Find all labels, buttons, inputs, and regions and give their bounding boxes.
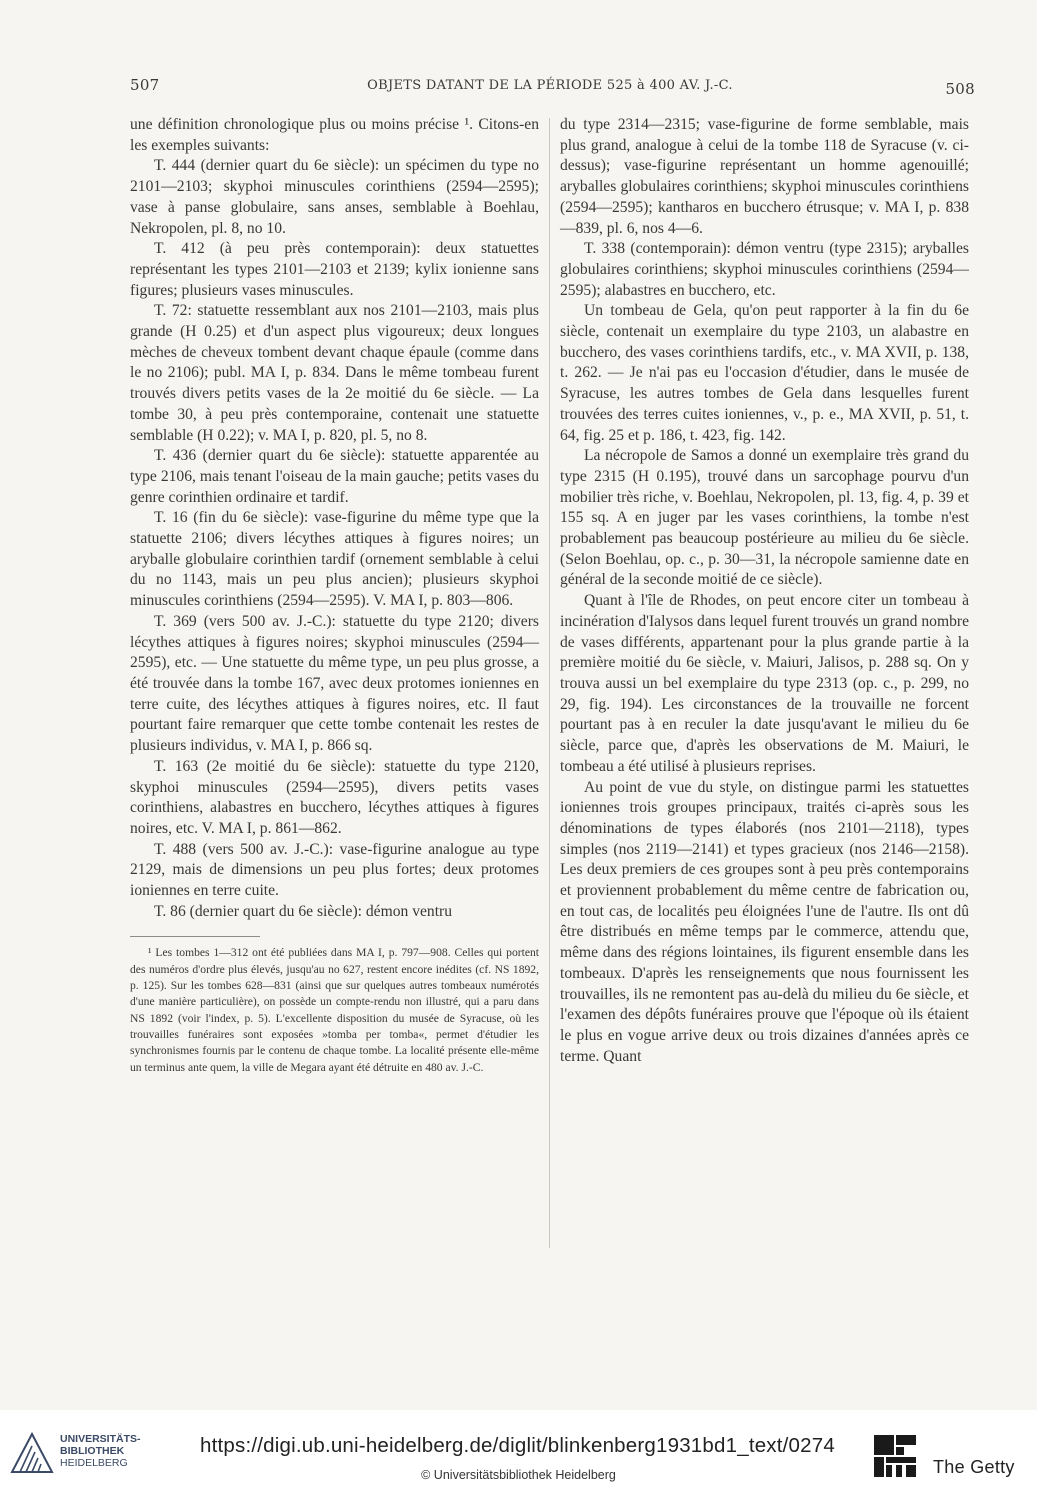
footnote — [130, 945, 539, 1075]
paragraph: T. 163 (2e moitié du 6e siècle): statuette du type 2120, skyphoi minuscules (2594—2595), divers petits vases corinthiens, alabastres en bucchero, lécythes attiques à figures noires, etc. V. MA I, p. 861—862. — [130, 757, 539, 837]
running-title: OBJETS DATANT DE LA PÉRIODE 525 à 400 AV. J.-C. — [367, 78, 733, 93]
right-column — [560, 115, 969, 1067]
library-name-line: HEIDELBERG — [60, 1457, 128, 1469]
footnote-text: ¹ Les tombes 1—312 ont été publiées dans MA I, p. 797—908. Celles qui portent des numéros d'ordre plus élevés, jusqu'au no 627, restent encore inédites (cf. NS 1892, p. 125). Sur les tombes 628—831 (ainsi que sur quelques autres tombeaux numérotés d'une manière particulière), on possède un compte-rendu non illustré, qui a paru dans NS 1892 (voir l'index, p. 5). L'excellente disposition du musée de Syracuse, où les trouvailles funéraires sont exposées »tomba per tomba«, permet d'étudier les synchronismes fournis par le contenu de chaque tombe. La localité présente elle-même un terminus ante quem, la ville de Megara ayant été détruite en 480 av. J.-C. — [130, 946, 539, 1074]
paragraph: Quant à l'île de Rhodes, on peut encore citer un tombeau à incinération d'Ialysos dans lequel furent trouvés un grand nombre de vases différents, appartenant pour la plus grande partie à la première moitié du 6e siècle, v. Maiuri, Jalisos, p. 288 sq. On y trouva aussi un bel exemplaire du type 2313 (op. c., p. 299, no 29, fig. 194). Les circonstances de la trouvaille ne forcent pourtant pas à en reculer la date jusqu'avant le milieu du 6e siècle, parce que, d'après les observations de M. Maiuri, le tombeau a été utilisé à plusieurs reprises. — [560, 592, 970, 775]
left-column — [130, 115, 539, 1076]
paragraph: T. 444 (dernier quart du 6e siècle): un spécimen du type no 2101—2103; skyphoi minuscules corinthiens (2594—2595); vase à panse globulaire, sans anses, semblable à Boehlau, Nekropolen, pl. 8, no 10. — [130, 157, 539, 237]
getty-logo-icon — [872, 1433, 918, 1479]
paragraph: du type 2314—2315; vase-figurine de forme semblable, mais plus grand, analogue à celui de la tombe 118 de Syracuse (v. ci-dessus); vase-figurine représentant un homme agenouillé; aryballes globulaires corinthiens; skyphoi minuscules corinthiens (2594—2595); kantharos en bucchero étrusque; v. MA I, p. 838—839, pl. 6, nos 4—6. — [560, 116, 969, 237]
paragraph: T. 72: statuette ressemblant aux nos 2101—2103, mais plus grande (H 0.25) et d'un aspect plus vigoureux; deux longues mèches de cheveux tombent devant chaque épaule (comme dans le no 2106); publ. MA I, p. 834. Dans le même tombeau furent trouvés divers petits vases de la 2e moitié du 6e siècle. — La tombe 30, à peu près contemporaine, contenait une statuette semblable (H 0.22); v. MA I, p. 820, pl. 5, no 8. — [130, 302, 539, 444]
partner-name: The Getty — [933, 1457, 1015, 1477]
paragraph: T. 16 (fin du 6e siècle): vase-figurine du même type que la statuette 2106; divers lécythes attiques à figures noires; un aryballe globulaire corinthien tardif (ornement semblable à celui du no 1143, mais un peu plus ancien); plusieurs skyphoi minuscules corinthiens (2594—2595). V. MA I, p. 803—806. — [130, 509, 539, 610]
paragraph: Un tombeau de Gela, qu'on peut rapporter à la fin du 6e siècle, contenait un exemplaire du type 2103, un alabastre en bucchero, des vases corinthiens tardifs, etc., v. MA XVII, p. 138, t. 262. — Je n'ai pas eu l'occasion d'étudier, dans le musée de Syracuse, les autres tombes de Gela dans lesquelles furent trouvées des terres cuites ioniennes, v., p. e., MA XVII, p. 51, t. 64, fig. 25 et p. 186, t. 423, fig. 142. — [560, 302, 969, 444]
paragraph: T. 86 (dernier quart du 6e siècle): démon ventru — [154, 902, 453, 920]
paragraph: T. 436 (dernier quart du 6e siècle): statuette apparentée au type 2106, mais tenant l'oiseau de la main gauche; petits vases du genre corinthien ordinaire et tardif. — [130, 447, 539, 506]
page-number-left: 507 — [130, 76, 160, 94]
column-divider — [549, 118, 550, 1248]
viewer-footer — [0, 1410, 1037, 1493]
copyright-notice: © Universitätsbibliothek Heidelberg — [421, 1468, 616, 1482]
running-head — [130, 76, 975, 98]
paragraph: T. 488 (vers 500 av. J.-C.): vase-figurine analogue au type 2129, mais de dimensions un peu plus fortes; deux protomes ioniennes en terre cuite. — [130, 840, 539, 900]
page-number-right: 508 — [945, 80, 975, 98]
library-name-line: UNIVERSITÄTS- — [60, 1433, 141, 1445]
library-name-line: BIBLIOTHEK — [60, 1445, 125, 1457]
footnote-rule — [130, 936, 260, 937]
paragraph: T. 412 (à peu près contemporain): deux statuettes représentant les types 2101—2103 et 2139; kylix ionienne sans figures; plusieurs vases minuscules. — [130, 240, 539, 299]
permalink-url[interactable]: https://digi.ub.uni-heidelberg.de/diglit/blinkenberg1931bd1_text/0274 — [200, 1434, 835, 1457]
paragraph: T. 369 (vers 500 av. J.-C.): statuette du type 2120; divers lécythes attiques à figures noires; skyphoi minuscules (2594—2595), etc. — Une statuette du même type, un peu plus grosse, a été trouvée dans la tombe 167, avec deux protomes ioniennes en terre cuite, des lécythes attiques à figures noires, etc. Il faut pourtant faire remarquer que cette tombe contenait les restes de plusieurs individus, v. MA I, p. 866 sq. — [130, 612, 539, 755]
library-name — [60, 1433, 141, 1469]
paragraph: T. 338 (contemporain): démon ventru (type 2315); aryballes globulaires corinthiens; skyphoi minuscules corinthiens (2594—2595); alabastres en bucchero, etc. — [560, 240, 969, 299]
paragraph: La nécropole de Samos a donné un exemplaire très grand du type 2315 (H 0.195), trouvé dans un sarcophage pourvu d'un mobilier très riche, v. Boehlau, Nekropolen, pl. 13, fig. 4, p. 39 et 155 sq. A en juger par les vases corinthiens, la tombe n'est probablement pas beaucoup postérieure au milieu du 6e siècle. (Selon Boehlau, op. c., p. 30—31, la nécropole samienne date en général de la seconde moitié de ce siècle). — [560, 447, 969, 589]
paragraph: Au point de vue du style, on distingue parmi les statuettes ioniennes trois groupes principaux, traités ci-après sous les dénominations de types élaborés (nos 2101—2118), types simples (nos 2119—2141) et types gracieux (nos 2146—2158). Les deux premiers de ces groupes sont à peu près contemporains et proviennent probablement du même centre de fabrication ou, en tout cas, de localités peu éloignées l'une de l'autre. Ils ont dû être distribués en même temps par le commerce, attendu que, même dans des régions lointaines, ils figurent ensemble dans les tombeaux. D'après les renseignements que nous fournissent les trouvailles, ils ne remontent pas au-delà du milieu du 6e siècle, et l'examen des dépôts funéraires prouve que l'époque où ils étaient le plus en vogue arrive deux ou trois dizaines d'années après ce terme. Quant — [560, 778, 969, 1065]
paragraph: une définition chronologique plus ou moins précise ¹. Citons-en les exemples suivants: — [130, 116, 539, 154]
